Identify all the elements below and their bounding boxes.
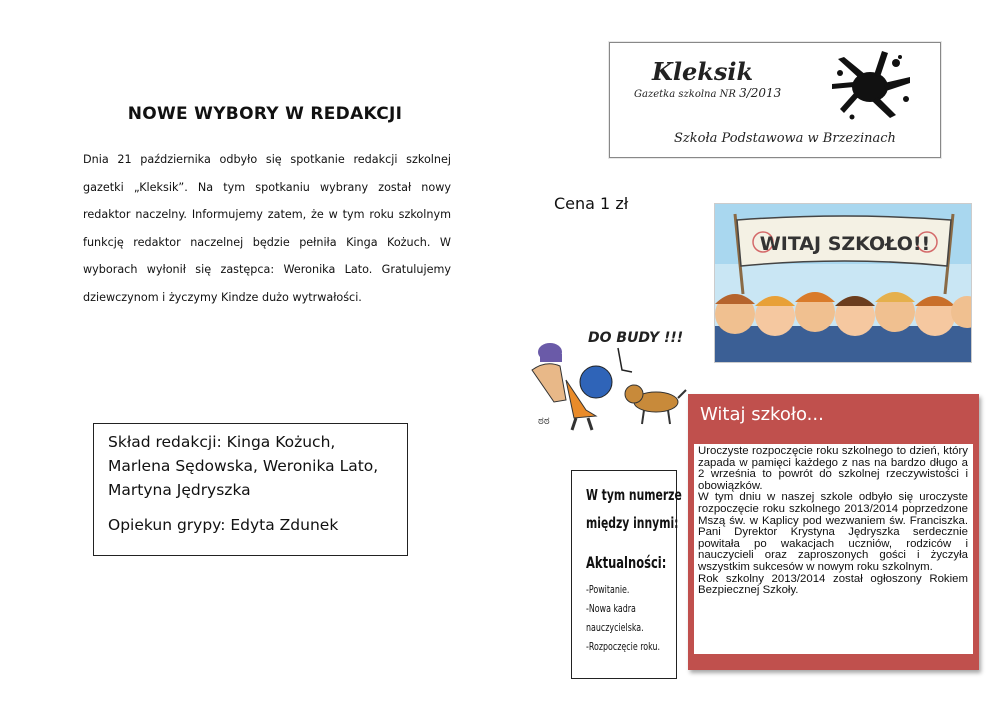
price-label: Cena 1 zł	[554, 194, 629, 213]
welcome-illustration-svg	[715, 204, 972, 363]
toc-list	[586, 580, 668, 656]
news-headline: Witaj szkoło...	[700, 404, 824, 425]
toc-item: nauczycielska.	[586, 621, 644, 634]
toc-section: Aktualności:	[586, 553, 667, 572]
news-paragraph: Uroczyste rozpoczęcie roku szkolnego to dzień, który zapada w pamięci każdego z nas na bardzo długo a 2 września to powrót do szkolnej rzeczywistości i obowiązków.	[698, 445, 968, 492]
editors-members: Skład redakcji: Kinga Kożuch, Marlena Sędowska, Weronika Lato, Martyna Jędryszka	[108, 433, 379, 499]
masthead-title: Kleksik	[652, 57, 754, 86]
toc-heading-line1: W tym numerze	[586, 486, 682, 504]
editors-box	[93, 423, 408, 556]
welcome-school-illustration	[714, 203, 972, 363]
masthead-issue: 3/2013	[739, 86, 782, 100]
masthead-subtitle-text: Gazetka szkolna NR	[634, 89, 736, 100]
toc-item: -Powitanie.	[586, 583, 630, 596]
toc-item: -Nowa kadra	[586, 602, 636, 615]
table-of-contents	[571, 470, 682, 679]
news-paragraph: Rok szkolny 2013/2014 został ogłoszony Rokiem Bezpiecznej Szkoły.	[698, 572, 968, 597]
banner-text: WITAJ SZKOŁO!!	[759, 233, 931, 255]
ink-blot-icon	[830, 49, 914, 121]
cartoon-speech: DO BUDY !!!	[588, 330, 684, 346]
news-text	[694, 444, 973, 654]
masthead	[609, 42, 941, 158]
news-paragraph: W tym dniu w naszej szkole odbyło się uroczyste rozpoczęcie roku szkolnego 2013/2014 poprzedzone Mszą św. w Kaplicy pod wezwaniem św. Franciszka. Pani Dyrektor Krystyna Jędryszka serdecznie powitała po wakacjach uczniów, rodziców i nauczycieli oraz zaproszonych gości i życzyła wszystkim sukcesów w nowym roku szkolnym.	[698, 491, 968, 573]
article-body: Dnia 21 października odbyło się spotkanie redakcji szkolnej gazetki „Kleksik”. Na tym spotkaniu wybrany został nowy redaktor naczelny. Informujemy zatem, że w tym roku szkolnym funkcję redaktor naczelnej będzie pełniła Kinga Kożuch. W wyborach wyłonił się zastępca: Weronika Lato. Gratulujemy dziewczynom i życzymy Kindze dużo wytrwałości.	[83, 153, 451, 304]
toc-item: -Rozpoczęcie roku.	[586, 640, 661, 653]
masthead-subtitle	[634, 86, 781, 100]
masthead-school: Szkoła Podstawowa w Brzezinach	[674, 131, 896, 146]
toc-heading-line2: między innymi:	[586, 514, 679, 532]
svg-text:ಠಠ: ಠಠ	[538, 414, 550, 427]
cartoon-illustration	[526, 320, 691, 432]
article-title: NOWE WYBORY W REDAKCJI	[127, 104, 403, 124]
cartoon-svg	[526, 320, 691, 432]
news-panel	[688, 394, 979, 670]
editors-guardian: Opiekun grypy: Edyta Zdunek	[108, 516, 339, 534]
